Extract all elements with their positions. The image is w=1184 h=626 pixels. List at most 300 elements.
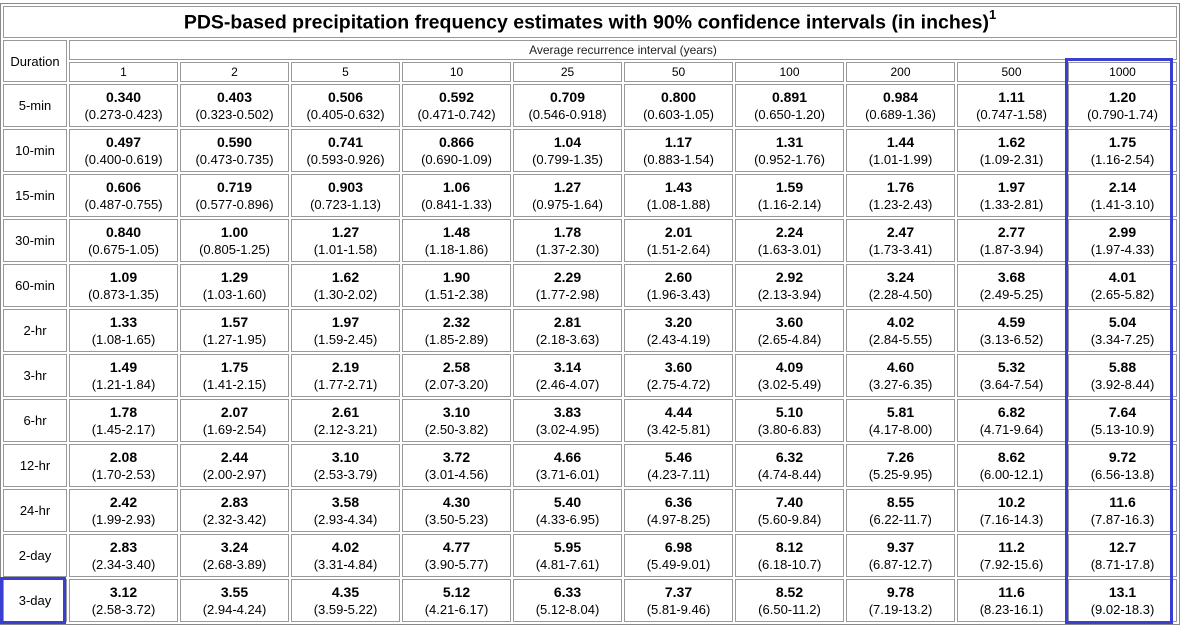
- estimate-cell: [957, 489, 1066, 532]
- confidence-interval: (1.41-2.15): [202, 376, 267, 392]
- estimate-cell: [624, 174, 733, 217]
- estimate-value: 3.83: [553, 403, 582, 420]
- estimate-cell: [291, 174, 400, 217]
- estimate-cell: [735, 534, 844, 577]
- table-row: [3, 489, 1177, 532]
- estimate-value: 0.592: [438, 88, 475, 105]
- duration-cell: 60-min: [3, 264, 67, 307]
- confidence-interval: (3.71-6.01): [535, 466, 600, 482]
- confidence-interval: (1.45-2.17): [91, 421, 156, 437]
- estimate-value: 1.20: [1108, 88, 1137, 105]
- confidence-interval: (2.43-4.19): [646, 331, 711, 347]
- estimate-value: 8.52: [775, 583, 804, 600]
- estimate-cell: [513, 534, 622, 577]
- confidence-interval: (3.27-6.35): [868, 376, 933, 392]
- estimate-value: 2.08: [109, 448, 138, 465]
- confidence-interval: (0.405-0.632): [306, 106, 385, 122]
- recurrence-interval-header-row: [3, 62, 1177, 82]
- estimate-cell: [624, 129, 733, 172]
- duration-cell: 10-min: [3, 129, 67, 172]
- estimate-cell: [1068, 534, 1177, 577]
- estimate-cell: [291, 489, 400, 532]
- confidence-interval: (3.13-6.52): [979, 331, 1044, 347]
- estimate-cell: [735, 219, 844, 262]
- confidence-interval: (1.08-1.88): [646, 196, 711, 212]
- confidence-interval: (3.92-8.44): [1090, 376, 1155, 392]
- confidence-interval: (5.25-9.95): [868, 466, 933, 482]
- estimate-value: 3.24: [886, 268, 915, 285]
- confidence-interval: (1.96-3.43): [646, 286, 711, 302]
- estimate-cell: [957, 174, 1066, 217]
- estimate-cell: [846, 489, 955, 532]
- estimate-value: 5.40: [553, 493, 582, 510]
- estimate-cell: [624, 399, 733, 442]
- confidence-interval: (1.33-2.81): [979, 196, 1044, 212]
- confidence-interval: (1.21-1.84): [91, 376, 156, 392]
- estimate-value: 5.10: [775, 403, 804, 420]
- table-row: [3, 399, 1177, 442]
- estimate-value: 8.12: [775, 538, 804, 555]
- estimate-cell: [735, 129, 844, 172]
- estimate-value: 1.00: [220, 223, 249, 240]
- estimate-cell: [402, 309, 511, 352]
- estimate-value: 0.800: [660, 88, 697, 105]
- estimate-value: 4.02: [886, 313, 915, 330]
- estimate-cell: [513, 174, 622, 217]
- confidence-interval: (1.16-2.54): [1090, 151, 1155, 167]
- estimate-value: 2.81: [553, 313, 582, 330]
- confidence-interval: (7.19-13.2): [868, 601, 933, 617]
- estimate-cell: [69, 444, 178, 487]
- estimate-value: 6.98: [664, 538, 693, 555]
- confidence-interval: (6.50-11.2): [758, 601, 821, 617]
- confidence-interval: (2.68-3.89): [202, 556, 267, 572]
- confidence-interval: (2.75-4.72): [646, 376, 711, 392]
- estimate-value: 3.10: [442, 403, 471, 420]
- estimate-cell: [513, 579, 622, 622]
- estimate-value: 1.31: [775, 133, 804, 150]
- estimate-cell: [402, 264, 511, 307]
- confidence-interval: (1.63-3.01): [757, 241, 822, 257]
- estimate-cell: [513, 399, 622, 442]
- estimate-value: 6.36: [664, 493, 693, 510]
- estimate-cell: [180, 309, 289, 352]
- estimate-value: 1.48: [442, 223, 471, 240]
- confidence-interval: (4.33-6.95): [535, 511, 600, 527]
- estimate-value: 4.09: [775, 358, 804, 375]
- estimate-cell: [513, 309, 622, 352]
- estimate-cell: [1068, 129, 1177, 172]
- estimate-value: 4.30: [442, 493, 471, 510]
- estimate-value: 3.58: [331, 493, 360, 510]
- confidence-interval: (1.51-2.38): [424, 286, 489, 302]
- confidence-interval: (6.56-13.8): [1090, 466, 1155, 482]
- confidence-interval: (0.690-1.09): [421, 151, 492, 167]
- duration-cell: 3-day: [3, 579, 67, 622]
- estimate-cell: [291, 354, 400, 397]
- confidence-interval: (0.799-1.35): [532, 151, 603, 167]
- estimate-cell: [291, 579, 400, 622]
- estimate-cell: [735, 174, 844, 217]
- confidence-interval: (0.650-1.20): [754, 106, 825, 122]
- estimate-value: 4.02: [331, 538, 360, 555]
- table-title-text: PDS-based precipitation frequency estimates with 90% confidence intervals (in inches): [183, 11, 989, 34]
- estimate-cell: [846, 84, 955, 127]
- estimate-cell: [180, 174, 289, 217]
- table-row: [3, 264, 1177, 307]
- duration-cell: 2-day: [3, 534, 67, 577]
- estimate-cell: [291, 444, 400, 487]
- estimate-cell: [957, 354, 1066, 397]
- estimate-value: 8.62: [997, 448, 1026, 465]
- estimate-value: 2.24: [775, 223, 804, 240]
- estimate-cell: [624, 354, 733, 397]
- estimate-value: 1.43: [664, 178, 693, 195]
- confidence-interval: (4.21-6.17): [424, 601, 489, 617]
- estimate-cell: [1068, 264, 1177, 307]
- confidence-interval: (3.34-7.25): [1090, 331, 1155, 347]
- confidence-interval: (2.93-4.34): [313, 511, 378, 527]
- estimate-cell: [180, 444, 289, 487]
- confidence-interval: (1.77-2.98): [535, 286, 600, 302]
- estimate-value: 2.99: [1108, 223, 1137, 240]
- estimate-cell: [180, 534, 289, 577]
- estimate-value: 7.37: [664, 583, 693, 600]
- confidence-interval: (0.546-0.918): [528, 106, 607, 122]
- estimate-value: 1.78: [553, 223, 582, 240]
- confidence-interval: (3.59-5.22): [313, 601, 378, 617]
- estimate-value: 5.46: [664, 448, 693, 465]
- confidence-interval: (3.02-5.49): [757, 376, 822, 392]
- estimate-cell: [846, 129, 955, 172]
- confidence-interval: (2.53-3.79): [313, 466, 378, 482]
- estimate-cell: [846, 219, 955, 262]
- interval-header-1000: 1000: [1068, 62, 1177, 82]
- estimate-value: 2.47: [886, 223, 915, 240]
- estimate-cell: [69, 174, 178, 217]
- confidence-interval: (8.71-17.8): [1090, 556, 1155, 572]
- estimate-cell: [624, 579, 733, 622]
- confidence-interval: (6.18-10.7): [757, 556, 822, 572]
- estimate-value: 3.24: [220, 538, 249, 555]
- estimate-cell: [957, 534, 1066, 577]
- estimate-value: 1.75: [1108, 133, 1137, 150]
- table-title: [3, 6, 1177, 38]
- estimate-cell: [846, 579, 955, 622]
- confidence-interval: (7.92-15.6): [979, 556, 1044, 572]
- estimate-cell: [69, 219, 178, 262]
- confidence-interval: (2.46-4.07): [535, 376, 600, 392]
- confidence-interval: (2.34-3.40): [91, 556, 156, 572]
- confidence-interval: (1.08-1.65): [91, 331, 156, 347]
- confidence-interval: (2.65-5.82): [1090, 286, 1155, 302]
- estimate-value: 2.92: [775, 268, 804, 285]
- confidence-interval: (2.58-3.72): [91, 601, 156, 617]
- estimate-cell: [513, 444, 622, 487]
- confidence-interval: (4.17-8.00): [868, 421, 933, 437]
- estimate-cell: [735, 489, 844, 532]
- estimate-cell: [513, 219, 622, 262]
- estimate-cell: [957, 309, 1066, 352]
- estimate-cell: [624, 309, 733, 352]
- table-row: [3, 219, 1177, 262]
- estimate-value: 9.37: [886, 538, 915, 555]
- estimate-value: 1.44: [886, 133, 915, 150]
- estimate-value: 8.55: [886, 493, 915, 510]
- estimate-value: 6.82: [997, 403, 1026, 420]
- estimate-cell: [1068, 489, 1177, 532]
- estimate-value: 1.33: [109, 313, 138, 330]
- confidence-interval: (0.273-0.423): [84, 106, 163, 122]
- estimate-value: 1.62: [997, 133, 1026, 150]
- estimate-value: 7.64: [1108, 403, 1137, 420]
- estimate-cell: [846, 264, 955, 307]
- estimate-value: 2.07: [220, 403, 249, 420]
- estimate-cell: [735, 354, 844, 397]
- estimate-value: 7.26: [886, 448, 915, 465]
- estimate-value: 4.59: [997, 313, 1026, 330]
- estimate-value: 11.2: [998, 538, 1025, 555]
- estimate-value: 0.340: [105, 88, 142, 105]
- estimate-cell: [291, 129, 400, 172]
- duration-cell: 3-hr: [3, 354, 67, 397]
- estimate-value: 0.709: [549, 88, 586, 105]
- confidence-interval: (1.01-1.99): [868, 151, 933, 167]
- confidence-interval: (1.37-2.30): [535, 241, 600, 257]
- estimate-value: 1.59: [775, 178, 804, 195]
- estimate-cell: [69, 399, 178, 442]
- estimate-cell: [180, 84, 289, 127]
- confidence-interval: (0.790-1.74): [1087, 106, 1158, 122]
- estimate-value: 11.6: [1109, 493, 1136, 510]
- confidence-interval: (0.805-1.25): [199, 241, 270, 257]
- estimate-cell: [69, 579, 178, 622]
- estimate-cell: [846, 399, 955, 442]
- confidence-interval: (4.23-7.11): [647, 466, 710, 482]
- estimate-cell: [957, 579, 1066, 622]
- estimate-value: 2.61: [331, 403, 360, 420]
- estimate-value: 1.57: [220, 313, 249, 330]
- confidence-interval: (3.01-4.56): [424, 466, 489, 482]
- estimate-cell: [846, 534, 955, 577]
- estimate-cell: [624, 489, 733, 532]
- interval-header-50: 50: [624, 62, 733, 82]
- duration-cell: 24-hr: [3, 489, 67, 532]
- estimate-value: 1.97: [331, 313, 360, 330]
- confidence-interval: (0.723-1.13): [310, 196, 381, 212]
- confidence-interval: (0.473-0.735): [195, 151, 274, 167]
- interval-header-100: 100: [735, 62, 844, 82]
- table-body: [3, 84, 1177, 622]
- table-row: [3, 174, 1177, 217]
- confidence-interval: (1.59-2.45): [313, 331, 378, 347]
- table-row: [3, 309, 1177, 352]
- precipitation-frequency-table: [0, 3, 1180, 625]
- confidence-interval: (5.13-10.9): [1090, 421, 1155, 437]
- confidence-interval: (0.593-0.926): [306, 151, 385, 167]
- estimate-value: 3.10: [331, 448, 360, 465]
- estimate-cell: [69, 354, 178, 397]
- estimate-cell: [402, 354, 511, 397]
- confidence-interval: (0.883-1.54): [643, 151, 714, 167]
- estimate-value: 9.78: [886, 583, 915, 600]
- estimate-cell: [180, 399, 289, 442]
- interval-header-500: 500: [957, 62, 1066, 82]
- interval-header-1: 1: [69, 62, 178, 82]
- estimate-cell: [624, 84, 733, 127]
- estimate-value: 1.75: [220, 358, 249, 375]
- confidence-interval: (2.50-3.82): [424, 421, 489, 437]
- confidence-interval: (1.41-3.10): [1090, 196, 1155, 212]
- estimate-value: 2.19: [331, 358, 360, 375]
- estimate-value: 2.60: [664, 268, 693, 285]
- confidence-interval: (0.747-1.58): [976, 106, 1047, 122]
- confidence-interval: (2.13-3.94): [757, 286, 822, 302]
- estimate-cell: [624, 534, 733, 577]
- estimate-cell: [402, 534, 511, 577]
- estimate-cell: [957, 444, 1066, 487]
- title-footnote[interactable]: 1: [988, 7, 997, 23]
- confidence-interval: (0.577-0.896): [195, 196, 274, 212]
- estimate-value: 4.66: [553, 448, 582, 465]
- estimate-value: 4.01: [1108, 268, 1137, 285]
- confidence-interval: (2.07-3.20): [424, 376, 489, 392]
- confidence-interval: (2.18-3.63): [535, 331, 600, 347]
- estimate-value: 1.78: [109, 403, 138, 420]
- confidence-interval: (1.01-1.58): [313, 241, 378, 257]
- confidence-interval: (5.12-8.04): [535, 601, 600, 617]
- interval-header-10: 10: [402, 62, 511, 82]
- estimate-value: 9.72: [1108, 448, 1137, 465]
- estimate-value: 6.32: [775, 448, 804, 465]
- confidence-interval: (4.71-9.64): [979, 421, 1044, 437]
- estimate-cell: [1068, 444, 1177, 487]
- confidence-interval: (9.02-18.3): [1090, 601, 1155, 617]
- confidence-interval: (1.03-1.60): [202, 286, 267, 302]
- estimate-value: 1.97: [997, 178, 1026, 195]
- confidence-interval: (0.975-1.64): [532, 196, 603, 212]
- estimate-cell: [957, 129, 1066, 172]
- estimate-value: 0.497: [105, 133, 142, 150]
- estimate-value: 3.60: [664, 358, 693, 375]
- confidence-interval: (3.02-4.95): [535, 421, 600, 437]
- estimate-cell: [291, 264, 400, 307]
- estimate-value: 0.606: [105, 178, 142, 195]
- confidence-interval: (3.80-6.83): [757, 421, 822, 437]
- estimate-cell: [624, 444, 733, 487]
- estimate-value: 2.01: [664, 223, 693, 240]
- estimate-value: 7.40: [775, 493, 804, 510]
- estimate-value: 3.14: [553, 358, 582, 375]
- estimate-value: 5.32: [997, 358, 1026, 375]
- estimate-cell: [291, 84, 400, 127]
- estimate-value: 2.42: [109, 493, 138, 510]
- estimate-cell: [624, 219, 733, 262]
- table-row: [3, 444, 1177, 487]
- confidence-interval: (2.84-5.55): [868, 331, 933, 347]
- confidence-interval: (1.85-2.89): [424, 331, 489, 347]
- estimate-cell: [291, 219, 400, 262]
- estimate-value: 0.719: [216, 178, 253, 195]
- estimate-value: 1.04: [553, 133, 582, 150]
- duration-cell: 6-hr: [3, 399, 67, 442]
- duration-header: Duration: [3, 40, 67, 82]
- estimate-value: 3.12: [109, 583, 138, 600]
- estimate-cell: [180, 354, 289, 397]
- estimate-value: 12.7: [1108, 538, 1137, 555]
- confidence-interval: (1.97-4.33): [1090, 241, 1155, 257]
- interval-header-200: 200: [846, 62, 955, 82]
- estimate-value: 4.77: [442, 538, 471, 555]
- confidence-interval: (0.323-0.502): [195, 106, 274, 122]
- confidence-interval: (4.97-8.25): [646, 511, 711, 527]
- confidence-interval: (6.22-11.7): [869, 511, 932, 527]
- confidence-interval: (4.74-8.44): [757, 466, 822, 482]
- confidence-interval: (6.87-12.7): [868, 556, 933, 572]
- estimate-cell: [1068, 399, 1177, 442]
- estimate-value: 1.27: [331, 223, 360, 240]
- confidence-interval: (1.77-2.71): [313, 376, 378, 392]
- confidence-interval: (0.400-0.619): [84, 151, 163, 167]
- confidence-interval: (5.81-9.46): [646, 601, 711, 617]
- estimate-cell: [180, 219, 289, 262]
- estimate-cell: [513, 264, 622, 307]
- confidence-interval: (7.87-16.3): [1090, 511, 1155, 527]
- estimate-cell: [291, 534, 400, 577]
- estimate-cell: [513, 489, 622, 532]
- confidence-interval: (2.32-3.42): [202, 511, 267, 527]
- confidence-interval: (1.09-2.31): [979, 151, 1044, 167]
- estimate-cell: [69, 534, 178, 577]
- estimate-value: 1.06: [442, 178, 471, 195]
- estimate-value: 2.44: [220, 448, 249, 465]
- confidence-interval: (6.00-12.1): [979, 466, 1044, 482]
- estimate-cell: [513, 354, 622, 397]
- confidence-interval: (5.60-9.84): [757, 511, 822, 527]
- estimate-cell: [402, 399, 511, 442]
- estimate-value: 1.29: [220, 268, 249, 285]
- confidence-interval: (1.70-2.53): [91, 466, 156, 482]
- estimate-cell: [180, 579, 289, 622]
- duration-cell: 5-min: [3, 84, 67, 127]
- estimate-cell: [1068, 219, 1177, 262]
- estimate-value: 1.90: [442, 268, 471, 285]
- estimate-value: 2.32: [442, 313, 471, 330]
- estimate-value: 3.55: [220, 583, 249, 600]
- estimate-cell: [402, 174, 511, 217]
- confidence-interval: (0.689-1.36): [865, 106, 936, 122]
- confidence-interval: (1.99-2.93): [91, 511, 156, 527]
- estimate-cell: [402, 489, 511, 532]
- estimate-value: 5.12: [442, 583, 471, 600]
- confidence-interval: (1.51-2.64): [646, 241, 711, 257]
- estimate-cell: [1068, 84, 1177, 127]
- estimate-value: 0.984: [882, 88, 919, 105]
- estimate-cell: [513, 129, 622, 172]
- estimate-cell: [846, 354, 955, 397]
- confidence-interval: (2.49-5.25): [979, 286, 1044, 302]
- confidence-interval: (1.69-2.54): [202, 421, 267, 437]
- estimate-cell: [1068, 309, 1177, 352]
- estimate-value: 5.95: [553, 538, 582, 555]
- interval-header-25: 25: [513, 62, 622, 82]
- confidence-interval: (0.675-1.05): [88, 241, 159, 257]
- estimate-value: 5.88: [1108, 358, 1137, 375]
- estimate-value: 2.29: [553, 268, 582, 285]
- confidence-interval: (3.64-7.54): [979, 376, 1044, 392]
- duration-cell: 15-min: [3, 174, 67, 217]
- estimate-cell: [69, 309, 178, 352]
